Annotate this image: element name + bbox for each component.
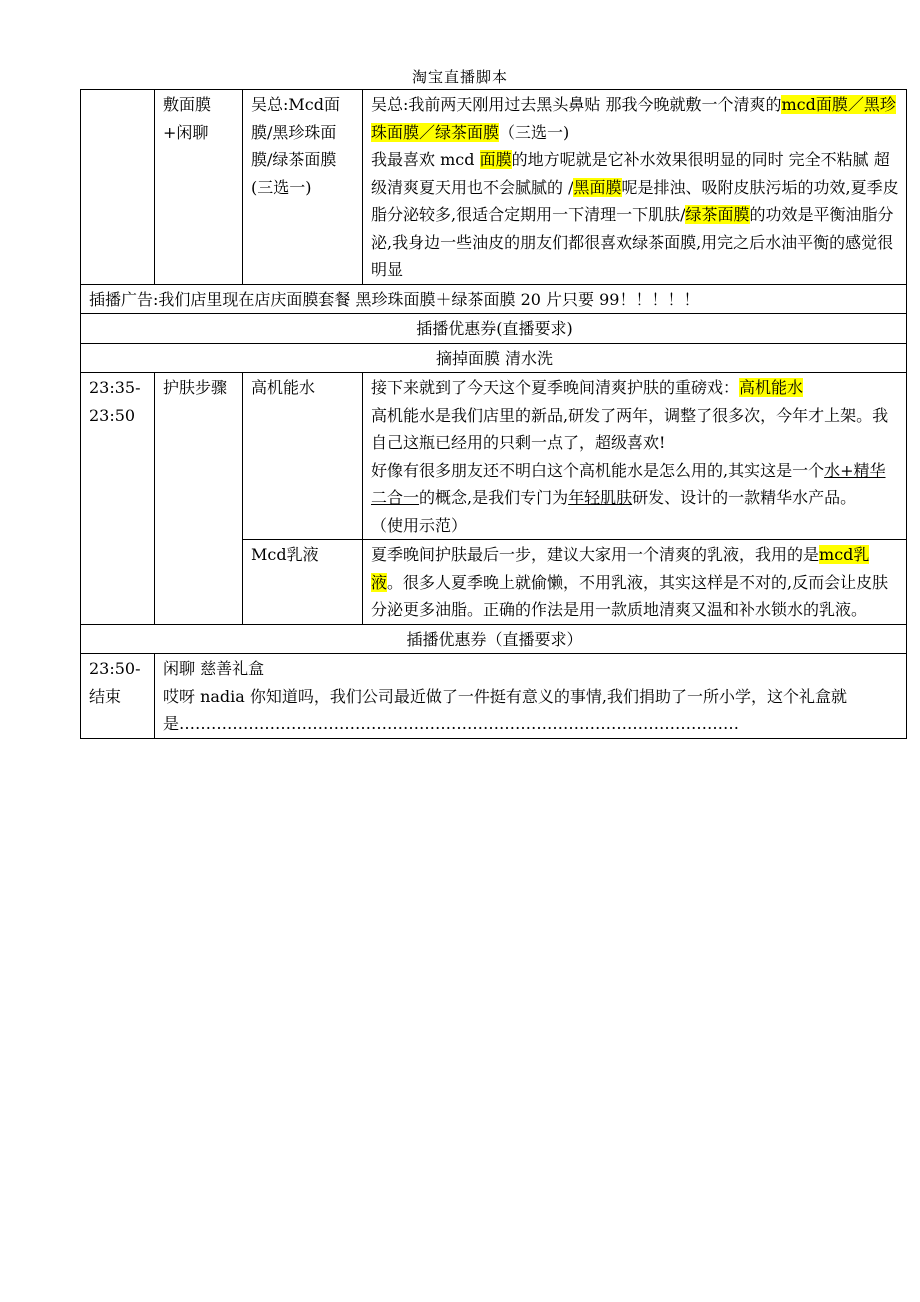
coupon-row: 插播优惠券（直播要求）: [81, 624, 907, 654]
page-title: 淘宝直播脚本: [411, 68, 508, 86]
live-script-table: [80, 89, 907, 739]
content-cell: 夏季晚间护肤最后一步，建议大家用一个清爽的乳液，我用的是mcd乳液。很多人夏季晚上就偷懒，不用乳液，其实这样是不对的,反而会让皮肤分泌更多油脂。正确的作法是用一款质地清爽又温和补水锁水的乳液。: [363, 540, 907, 625]
time-cell: 23:35-23:50: [81, 373, 155, 625]
highlight: mcd面膜／黑珍珠面膜／绿茶面膜: [371, 95, 896, 142]
time-cell: 23:50-结束: [81, 654, 155, 739]
table-row: [81, 343, 907, 373]
highlight: 面膜: [479, 150, 512, 169]
content-cell: 接下来就到了今天这个夏季晚间清爽护肤的重磅戏：高机能水 高机能水是我们店里的新品,研发了两年，调整了很多次，今年才上架。我自己这瓶已经用的只剩一点了，超级喜欢! 好像有很多朋友还不明白这个高机能水是怎么用的,其实这是一个水+精华二合一的概念,是我们专门为年轻肌肤研发、设计的一款精华水产品。 （使用示范）: [363, 373, 907, 540]
demo-note: （使用示范）: [371, 515, 468, 535]
underlined-text: 水+精华二合一: [371, 460, 886, 507]
table-row: [81, 373, 907, 540]
highlight: mcd乳液: [371, 545, 870, 592]
highlight: 高机能水: [739, 378, 804, 397]
time-cell: [81, 90, 155, 285]
table-row: [81, 284, 907, 314]
product-cell: Mcd乳液: [243, 540, 363, 625]
content-cell: 吴总:我前两天刚用过去黑头鼻贴 那我今晚就敷一个清爽的mcd面膜／黑珍珠面膜／绿茶面膜（三选一) 我最喜欢 mcd 面膜的地方呢就是它补水效果很明显的同时 完全不粘腻 超级清爽夏天用也不会腻腻的 /黑面膜呢是排浊、吸附皮肤污垢的功效,夏季皮脂分泌较多,很适合定期用一下清理一下肌肤/绿茶面膜的功效是平衡油脂分泌,我身边一些油皮的朋友们都很喜欢绿茶面膜,用完之后水油平衡的感觉很明显: [363, 90, 907, 285]
content-cell: 闲聊 慈善礼盒 哎呀 nadia 你知道吗，我们公司最近做了一件挺有意义的事情,我们捐助了一所小学，这个礼盒就是……………………………………………………………………………………………: [155, 654, 907, 739]
step-cell: 敷面膜+闲聊: [155, 90, 243, 285]
table-row: [81, 314, 907, 344]
coupon-row: 插播优惠券(直播要求): [81, 314, 907, 344]
product-cell: 高机能水: [243, 373, 363, 540]
highlight: 黑面膜: [573, 177, 622, 197]
product-cell: 吴总:Mcd面膜/黑珍珠面膜/绿茶面膜(三选一): [243, 90, 363, 285]
table-row: [81, 624, 907, 654]
table-row: [81, 90, 907, 285]
section-title: 闲聊 慈善礼盒: [163, 659, 265, 678]
step-cell: 护肤步骤: [155, 373, 243, 625]
table-row: [81, 654, 907, 739]
ad-row: 插播广告:我们店里现在店庆面膜套餐 黑珍珠面膜＋绿茶面膜 20 片只要 99！！！！！: [81, 284, 907, 314]
underlined-text: 年轻肌肤: [568, 488, 633, 507]
wash-row: 摘掉面膜 清水洗: [81, 343, 907, 373]
highlight: 绿茶面膜: [685, 205, 750, 224]
